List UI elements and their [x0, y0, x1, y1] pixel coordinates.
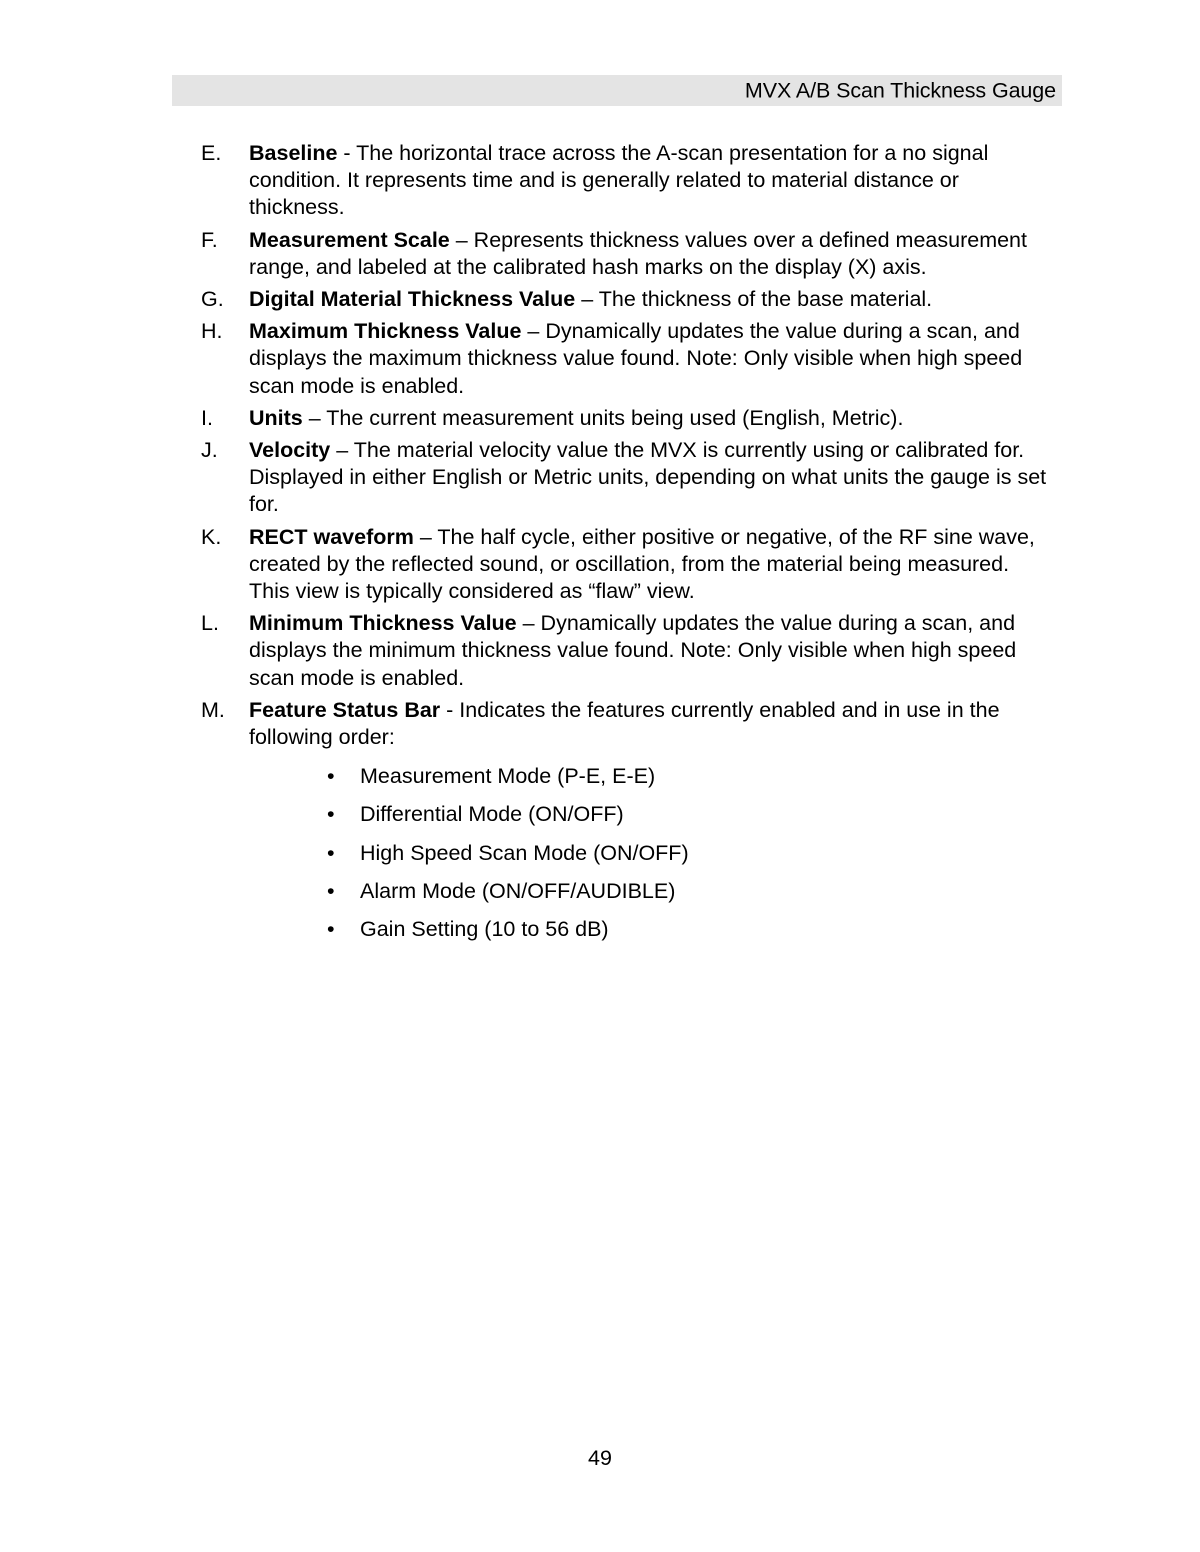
page-header-title: MVX A/B Scan Thickness Gauge [744, 77, 1056, 102]
definition-item-text [249, 524, 1053, 606]
bullet-list-item [249, 801, 1053, 828]
definition-description: Indicates the features currently enabled and in use in the following order: [249, 697, 1000, 750]
definition-separator: – [521, 319, 546, 344]
definition-term: Minimum Thickness Value [249, 611, 517, 636]
definition-separator: – [302, 405, 327, 430]
definition-item [201, 405, 1053, 432]
definition-item-text [249, 437, 1053, 519]
definition-term: Measurement Scale [249, 227, 450, 252]
definition-item-text [249, 227, 1053, 281]
page-header-band [172, 75, 1062, 106]
bullet-list-item-label: High Speed Scan Mode (ON/OFF) [360, 840, 689, 865]
bullet-marker-icon: • [327, 764, 335, 789]
definition-item-marker: G. [201, 287, 224, 312]
bullet-marker-icon: • [327, 917, 335, 942]
definition-term: Digital Material Thickness Value [249, 287, 576, 312]
definition-item-text [249, 140, 1053, 222]
definition-item [201, 318, 1053, 400]
definition-item [201, 697, 1053, 943]
definition-term: Units [249, 405, 303, 430]
bullet-list-item [249, 916, 1053, 943]
definition-item-marker: F. [201, 227, 218, 252]
definition-separator: – [413, 524, 438, 549]
definition-item-text [249, 405, 1053, 432]
definition-term: RECT waveform [249, 524, 414, 549]
bullet-list-item-label: Differential Mode (ON/OFF) [360, 802, 624, 827]
definition-separator: – [449, 227, 474, 252]
definition-description: The thickness of the base material. [598, 287, 933, 312]
bullet-list-item [249, 840, 1053, 867]
definition-item [201, 437, 1053, 519]
bullet-marker-icon: • [327, 802, 335, 827]
definition-description: Dynamically updates the value during a scan, and displays the minimum thickness value found. Note: Only visible when high speed scan mode is enabled. [249, 611, 1017, 690]
bullet-list-item-label: Measurement Mode (P-E, E-E) [360, 764, 656, 789]
definition-item-text [249, 610, 1053, 692]
page-content [0, 140, 1200, 954]
definition-item-marker: M. [201, 697, 225, 722]
definition-item-marker: E. [201, 141, 222, 165]
bullet-list-item-label: Gain Setting (10 to 56 dB) [360, 917, 609, 942]
definition-separator: – [575, 287, 599, 312]
definition-description: The half cycle, either positive or negative, of the RF sine wave, created by the reflected sound, or oscillation, from the material being measured. This view is typically considered as “flaw” view. [249, 524, 1035, 604]
lettered-definition-list [201, 140, 1053, 943]
definition-item-text [249, 318, 1053, 400]
definition-item [201, 610, 1053, 692]
definition-description: Dynamically updates the value during a scan, and displays the maximum thickness value found. Note: Only visible when high speed scan mode is enabled. [249, 319, 1023, 398]
definition-item-text [249, 697, 1053, 751]
feature-status-bullet-list [249, 763, 1053, 943]
definition-term: Baseline [249, 141, 338, 165]
definition-item-marker: J. [201, 438, 218, 463]
bullet-list-item-label: Alarm Mode (ON/OFF/AUDIBLE) [360, 878, 676, 903]
bullet-marker-icon: • [327, 840, 335, 865]
definition-description: Represents thickness values over a defined measurement range, and labeled at the calibrated hash marks on the display (X) axis. [249, 227, 1027, 279]
definition-item-text [249, 286, 1053, 313]
bullet-list-item [249, 878, 1053, 905]
definition-term: Feature Status Bar [249, 697, 441, 722]
bullet-list-item [249, 763, 1053, 790]
definition-separator: - [337, 141, 357, 165]
definition-item-marker: I. [201, 405, 213, 430]
bullet-marker-icon: • [327, 878, 335, 903]
definition-description: The material velocity value the MVX is currently using or calibrated for. Displayed in either English or Metric units, depending on what units the gauge is set for. [249, 438, 1047, 517]
definition-item [201, 524, 1053, 606]
definition-description: The horizontal trace across the A-scan presentation for a no signal condition. It represents time and is generally related to material distance or thickness. [249, 141, 989, 220]
page-number: 49 [588, 1446, 612, 1470]
definition-term: Velocity [249, 438, 331, 463]
definition-item-marker: L. [201, 611, 219, 636]
definition-description: The current measurement units being used (English, Metric). [326, 405, 904, 430]
definition-separator: – [516, 611, 541, 636]
definition-item [201, 286, 1053, 313]
definition-item-marker: H. [201, 319, 223, 344]
definition-separator: – [330, 438, 354, 463]
definition-separator: - [440, 697, 460, 722]
definition-item-marker: K. [201, 524, 222, 549]
definition-item [201, 140, 1053, 222]
definition-term: Maximum Thickness Value [249, 319, 522, 344]
definition-item [201, 227, 1053, 281]
